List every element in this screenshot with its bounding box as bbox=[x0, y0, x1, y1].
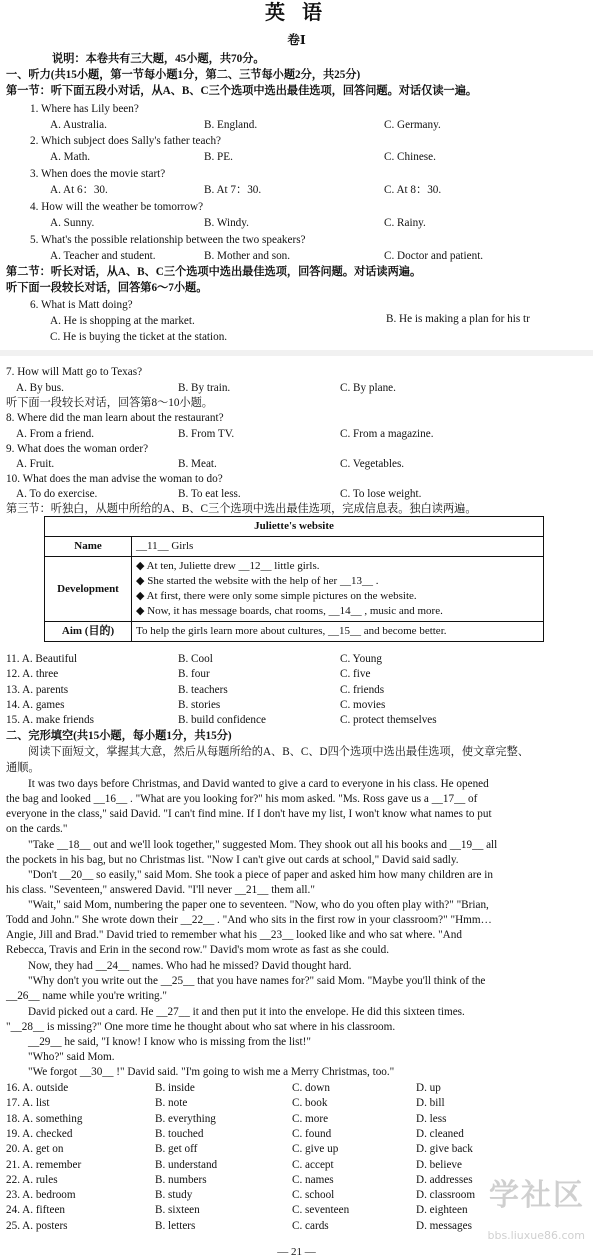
section3-heading: 第三节：听独白，从题中所给的A、B、C三个选项中选出最佳选项，完成信息表。独白读两遍。 bbox=[6, 503, 477, 515]
passage-line: "Why don't you write out the __25__ that you have names for?" said Mom. "Maybe you'll think of the bbox=[28, 975, 486, 987]
development-label: Development bbox=[45, 557, 132, 622]
cloze-option: 17. A. list bbox=[6, 1097, 50, 1110]
passage-line: everyone in the class," said David. "I can't find mine. If I don't have my list, I won't know what names to put bbox=[6, 808, 492, 820]
page-number: — 21 — bbox=[277, 1246, 316, 1258]
cloze-option: D. bill bbox=[416, 1097, 445, 1110]
question: 1. Where has Lily been? bbox=[30, 103, 139, 115]
watermark-text: 学社区 bbox=[489, 1178, 585, 1213]
cloze-option: C. book bbox=[292, 1097, 328, 1110]
cloze-option: D. up bbox=[416, 1082, 441, 1094]
option: C. five bbox=[340, 668, 371, 680]
cloze-option: C. found bbox=[292, 1127, 332, 1140]
cloze-option: C. school bbox=[292, 1189, 335, 1202]
option: C. protect themselves bbox=[340, 714, 437, 726]
watermark bbox=[437, 1178, 587, 1246]
cloze-option: C. cards bbox=[292, 1219, 329, 1232]
watermark-url: bbs.liuxue86.com bbox=[487, 1229, 585, 1242]
passage-line: "We forgot __30__ !" David said. "I'm going to wish me a Merry Christmas, too." bbox=[28, 1066, 395, 1078]
section2-heading: 第二节：听长对话，从A、B、C三个选项中选出最佳选项，回答问题。对话读两遍。 bbox=[6, 266, 422, 278]
option: C. Rainy. bbox=[384, 217, 426, 229]
cloze-option: 18. A. something bbox=[6, 1112, 83, 1125]
option: A. Australia. bbox=[50, 119, 107, 131]
cloze-option: B. study bbox=[155, 1189, 193, 1202]
option: B. Meat. bbox=[178, 458, 217, 470]
cloze-option: B. letters bbox=[155, 1219, 196, 1232]
cloze-option: D. cleaned bbox=[416, 1127, 464, 1140]
option: C. Vegetables. bbox=[340, 458, 405, 470]
cloze-option: D. believe bbox=[416, 1158, 462, 1171]
passage-line: "Wait," said Mom, numbering the paper one to seventeen. "Now, who do you often play with?" "Brian, bbox=[28, 899, 489, 911]
cloze-option: 24. A. fifteen bbox=[6, 1204, 66, 1217]
development-item: ◆ Now, it has message boards, chat rooms, __14__ , music and more. bbox=[136, 605, 443, 617]
option: 12. A. three bbox=[6, 668, 59, 680]
part2-heading: 二、完形填空(共15小题，每小题1分，共15分) bbox=[6, 730, 232, 742]
part2-intro: 通顺。 bbox=[6, 762, 40, 774]
cloze-option: D. eighteen bbox=[416, 1204, 468, 1217]
option: B. Mother and son. bbox=[204, 250, 291, 262]
cloze-option: B. inside bbox=[155, 1082, 195, 1094]
option: A. He is shopping at the market. bbox=[50, 315, 195, 327]
development-items bbox=[132, 557, 544, 622]
part2-intro: 阅读下面短文，掌握其大意，然后从每题所给的A、B、C、D四个选项中选出最佳选项，使文章完整、 bbox=[28, 746, 529, 758]
option: C. movies bbox=[340, 699, 386, 711]
option: C. Young bbox=[340, 653, 382, 665]
option: C. Chinese. bbox=[384, 151, 436, 163]
option: 15. A. make friends bbox=[6, 714, 94, 726]
option: A. At 6：30. bbox=[50, 184, 108, 196]
option: C. At 8：30. bbox=[384, 184, 442, 196]
cloze-option: C. seventeen bbox=[292, 1204, 350, 1217]
cloze-option: 23. A. bedroom bbox=[6, 1189, 76, 1202]
option: C. By plane. bbox=[340, 382, 396, 394]
option: B. At 7：30. bbox=[204, 184, 262, 196]
passage-line: David picked out a card. He __27__ it and then put it into the envelope. He did this sixteen times. bbox=[28, 1006, 465, 1018]
name-label: Name bbox=[45, 537, 132, 557]
cloze-option: B. get off bbox=[155, 1143, 198, 1156]
section1-heading: 第一节：听下面五段小对话，从A、B、C三个选项中选出最佳选项，回答问题。对话仅读一遍。 bbox=[6, 85, 478, 97]
passage-line: "Who?" said Mom. bbox=[28, 1051, 115, 1063]
passage-line: __29__ he said, "I know! I know who is missing from the list!" bbox=[28, 1036, 311, 1048]
question: 10. What does the man advise the woman to do? bbox=[6, 473, 223, 485]
passage-line: "__28__ is missing?" One more time he thought about who sat where in his classroom. bbox=[6, 1021, 396, 1033]
long-dialogue-note: 听下面一段较长对话，回答第8～10小题。 bbox=[6, 397, 213, 409]
cloze-option: B. touched bbox=[155, 1127, 204, 1140]
option: C. friends bbox=[340, 684, 385, 696]
instructions: 说明：本卷共有三大题，45小题，共70分。 bbox=[52, 53, 265, 65]
volume-label: 卷Ⅰ bbox=[287, 33, 306, 47]
option: B. He is making a plan for his tr bbox=[386, 313, 530, 325]
question: 3. When does the movie start? bbox=[30, 168, 166, 180]
question: 6. What is Matt doing? bbox=[30, 299, 133, 311]
scan-divider bbox=[0, 350, 593, 356]
cloze-option: B. sixteen bbox=[155, 1204, 200, 1217]
cloze-option: D. addresses bbox=[416, 1173, 473, 1186]
cloze-option: 20. A. get on bbox=[6, 1143, 64, 1156]
option: B. To eat less. bbox=[178, 488, 241, 500]
question: 8. Where did the man learn about the restaurant? bbox=[6, 412, 224, 424]
cloze-option: D. messages bbox=[416, 1219, 472, 1232]
option: B. Cool bbox=[178, 653, 213, 665]
option: C. From a magazine. bbox=[340, 428, 434, 440]
passage-line: his class. "Seventeen," answered David. "I'll never __21__ them all." bbox=[6, 884, 315, 896]
option: A. Sunny. bbox=[50, 217, 95, 229]
cloze-option: C. names bbox=[292, 1173, 334, 1186]
option: B. PE. bbox=[204, 151, 233, 163]
cloze-option: D. classroom bbox=[416, 1189, 476, 1202]
cloze-option: B. understand bbox=[155, 1158, 218, 1171]
cloze-option: 19. A. checked bbox=[6, 1127, 73, 1140]
question: 4. How will the weather be tomorrow? bbox=[30, 201, 204, 213]
cloze-option: B. everything bbox=[155, 1112, 216, 1125]
cloze-option: B. numbers bbox=[155, 1173, 207, 1186]
cloze-option: 21. A. remember bbox=[6, 1158, 82, 1171]
cloze-option: C. give up bbox=[292, 1143, 339, 1156]
passage-line: on the cards." bbox=[6, 823, 68, 835]
option: A. Fruit. bbox=[16, 458, 55, 470]
option: B. stories bbox=[178, 699, 221, 711]
passage-line: __26__ name while you're writing." bbox=[6, 990, 168, 1002]
passage-line: Todd and John." She wrote down their __22__ . "And who sits in the first row in your classroom?" "Hmm… bbox=[6, 914, 492, 926]
question: 5. What's the possible relationship between the two speakers? bbox=[30, 234, 306, 246]
option: B. By train. bbox=[178, 382, 231, 394]
aim-value: To help the girls learn more about cultures, __15__ and become better. bbox=[132, 622, 544, 642]
passage-line: the bag and looked __16__ . "What are you looking for?" his mom asked. "Ms. Ross gave us a __17__ of bbox=[6, 793, 478, 805]
passage-line: the pockets in his bag, but no Christmas list. "Now I can't give out cards at school," David said sadly. bbox=[6, 854, 459, 866]
long-dialogue-note: 听下面一段较长对话，回答第6～7小题。 bbox=[6, 282, 208, 294]
passage-line: Now, they had __24__ names. Who had he missed? David thought hard. bbox=[28, 960, 352, 972]
info-table bbox=[44, 516, 544, 642]
name-value: __11__ Girls bbox=[132, 537, 544, 557]
option: A. To do exercise. bbox=[16, 488, 98, 500]
option: B. From TV. bbox=[178, 428, 235, 440]
question: 9. What does the woman order? bbox=[6, 443, 149, 455]
passage-line: "Don't __20__ so easily," said Mom. She took a piece of paper and asked him how many children are in bbox=[28, 869, 493, 881]
option: 14. A. games bbox=[6, 699, 65, 711]
option: B. four bbox=[178, 668, 210, 680]
option: B. Windy. bbox=[204, 217, 249, 229]
option: C. Doctor and patient. bbox=[384, 250, 484, 262]
option: B. teachers bbox=[178, 684, 228, 696]
part1-heading: 一、听力(共15小题，第一节每小题1分，第二、三节每小题2分，共25分) bbox=[6, 69, 361, 81]
cloze-option: 25. A. posters bbox=[6, 1219, 68, 1232]
cloze-option: C. more bbox=[292, 1112, 329, 1125]
cloze-option: C. accept bbox=[292, 1158, 334, 1171]
table-header: Juliette's website bbox=[45, 517, 544, 537]
option: B. build confidence bbox=[178, 714, 266, 726]
development-item: ◆ At first, there were only some simple pictures on the website. bbox=[136, 590, 417, 602]
option: C. He is buying the ticket at the station. bbox=[50, 331, 228, 343]
option: A. From a friend. bbox=[16, 428, 94, 440]
development-item: ◆ She started the website with the help of her __13__ . bbox=[136, 575, 379, 587]
passage-line: It was two days before Christmas, and David wanted to give a card to everyone in his class. He opened bbox=[28, 778, 489, 790]
option: A. Teacher and student. bbox=[50, 250, 156, 262]
passage-line: Angie, Jill and Brad." David tried to remember what his __23__ looked like and who sat where. "And bbox=[6, 929, 462, 941]
option: 13. A. parents bbox=[6, 684, 69, 696]
option: B. England. bbox=[204, 119, 258, 131]
cloze-option: B. note bbox=[155, 1097, 188, 1110]
option: C. Germany. bbox=[384, 119, 441, 131]
passage-line: "Take __18__ out and we'll look together," suggested Mom. They shook out all his books and __19__ all bbox=[28, 839, 498, 851]
development-item: ◆ At ten, Juliette drew __12__ little girls. bbox=[136, 560, 320, 572]
cloze-option: D. give back bbox=[416, 1143, 473, 1156]
option: 11. A. Beautiful bbox=[6, 653, 78, 665]
cloze-option: C. down bbox=[292, 1082, 330, 1094]
option: A. By bus. bbox=[16, 382, 64, 394]
cloze-option: 16. A. outside bbox=[6, 1082, 69, 1094]
question: 2. Which subject does Sally's father teach? bbox=[30, 135, 222, 147]
cloze-option: D. less bbox=[416, 1112, 447, 1125]
option: C. To lose weight. bbox=[340, 488, 422, 500]
question: 7. How will Matt go to Texas? bbox=[6, 366, 143, 378]
cloze-option: 22. A. rules bbox=[6, 1173, 58, 1186]
page-title: 英 语 bbox=[265, 2, 328, 24]
passage-line: Rebecca, Travis and Erin in the second row." David's mom wrote as fast as she could. bbox=[6, 944, 390, 956]
option: A. Math. bbox=[50, 151, 91, 163]
aim-label: Aim (目的) bbox=[45, 622, 132, 642]
